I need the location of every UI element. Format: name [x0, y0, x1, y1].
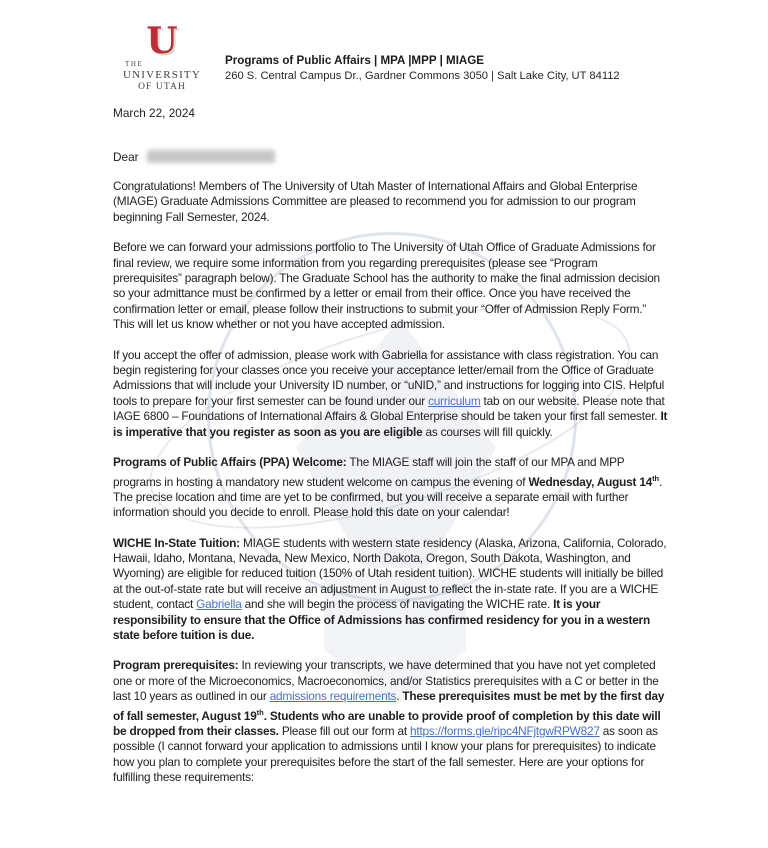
text-run: Please fill out our form at	[278, 724, 411, 739]
text-run: th	[256, 707, 264, 717]
paragraph-forwarding-portfolio	[113, 240, 669, 332]
gabriella-link[interactable]: Gabriella	[196, 597, 242, 612]
admissions-requirements-link[interactable]: admissions requirements	[269, 689, 397, 704]
text-run: as soon as possible (I cannot forward your application to admissions until I know your plans for prerequisites) to indicate how you plan to complete your prerequisites before the start of the fall semester. Here are your options for fulfilling these requirements:	[113, 724, 658, 785]
text-run: It is imperative that you register as soon as you are eligible	[113, 409, 668, 439]
text-run: .	[396, 689, 403, 704]
text-run: . The precise location and time are yet to be confirmed, but you will receive a separate email with further information should you decide to enroll. Please hold this date on your calendar!	[113, 474, 663, 520]
curriculum-link[interactable]: curriculum	[428, 393, 481, 408]
department-block	[225, 24, 620, 92]
paragraph-congratulations	[113, 179, 669, 225]
text-run: If you accept the offer of admission, please work with Gabriella for assistance with class registration. You can begin registering for your classes once you receive your acceptance letter/email from the Office of Graduate Admissions that will include your University ID number, or “uNID,” and instructions for logging into CIS. Helpful tools to prepare for your first semester can be found under our	[113, 347, 665, 408]
paragraph-registration	[113, 348, 669, 440]
letter-content	[113, 0, 669, 786]
paragraph-program-prerequisites	[113, 658, 669, 785]
logo-wordmark-university: UNIVERSITY	[123, 69, 201, 81]
text-run: and she will begin the process of navigating the WICHE rate.	[241, 597, 554, 612]
text-run: as courses will fill quickly.	[422, 424, 553, 439]
text-run: It is your responsibility to ensure that the Office of Admissions has confirmed residency for you in a western state before tuition is due.	[113, 597, 650, 643]
block-u-logo-icon: U	[146, 20, 178, 62]
salutation-text: Dear	[113, 150, 139, 164]
letterhead	[113, 0, 669, 92]
department-address: 260 S. Central Campus Dr., Gardner Commons 3050 | Salt Lake City, UT 84112	[225, 70, 620, 82]
text-run: . Students who are unable to provide proof of completion by this date will be dropped from their classes.	[113, 708, 661, 739]
salutation-line	[113, 150, 669, 164]
text-run: Congratulations! Members of The University of Utah Master of International Affairs and Global Enterprise (MIAGE) Graduate Admissions Committee are pleased to recommend you for admission to our program beginning Fall Semester, 2024.	[113, 179, 638, 224]
text-run: Program prerequisites:	[113, 658, 239, 673]
text-run: Before we can forward your admissions portfolio to The University of Utah Office of Graduate Admissions for final review, we require some information from you regarding prerequisites (please see “Program prerequisites” paragraph below). The Graduate School has the authority to make the final admission decision so your admittance must be confirmed by a letter or email from their office. Once you have received the confirmation letter or email, please follow their instructions to submit your “Offer of Admission Reply Form.” This will let us know whether or not you have accepted admission.	[113, 240, 660, 332]
text-run: These prerequisites must be met by the first day of fall semester, August 19	[113, 689, 665, 723]
text-run: Wednesday, August 14	[528, 474, 653, 489]
university-of-utah-logo	[113, 20, 211, 92]
text-run: In reviewing your transcripts, we have determined that you have not yet completed one or more of the Microeconomics, Macroeconomics, and/or Statistics prerequisites with a C or better in the last 10 years as outlined in our	[113, 658, 659, 704]
text-run: Programs of Public Affairs (PPA) Welcome:	[113, 455, 347, 470]
text-run: th	[652, 473, 660, 483]
text-run: MIAGE students with western state residency (Alaska, Arizona, California, Colorado, Hawaii, Idaho, Montana, Nevada, New Mexico, North Dakota, Oregon, South Dakota, Washington, and Wyoming) are eligible for reduced tuition (150% of Utah resident tuition). WICHE students will initially be billed at the out-of-state rate but will receive an adjustment in August to reflect the in-state rate. If you are a WICHE student, contact	[113, 535, 667, 612]
redacted-recipient-name	[147, 150, 275, 163]
department-title: Programs of Public Affairs | MPA |MPP | MIAGE	[225, 54, 485, 67]
paragraph-wiche-tuition	[113, 536, 669, 644]
text-run: tab on our website. Please note that IAGE 6800 – Foundations of International Affairs & Global Enterprise should be taken your first fall semester.	[113, 393, 665, 424]
prerequisite-form-link[interactable]: https://forms.gle/ripc4NFjtgwRPW827	[410, 724, 600, 739]
text-run: WICHE In-State Tuition:	[113, 535, 240, 550]
logo-wordmark-the: THE	[125, 60, 144, 68]
paragraph-ppa-welcome	[113, 455, 669, 521]
letter-date: March 22, 2024	[113, 106, 195, 120]
text-run: The MIAGE staff will join the staff of our MPA and MPP programs in hosting a mandatory new student welcome on campus the evening of	[113, 455, 625, 489]
logo-wordmark-of-utah: OF UTAH	[138, 82, 186, 92]
